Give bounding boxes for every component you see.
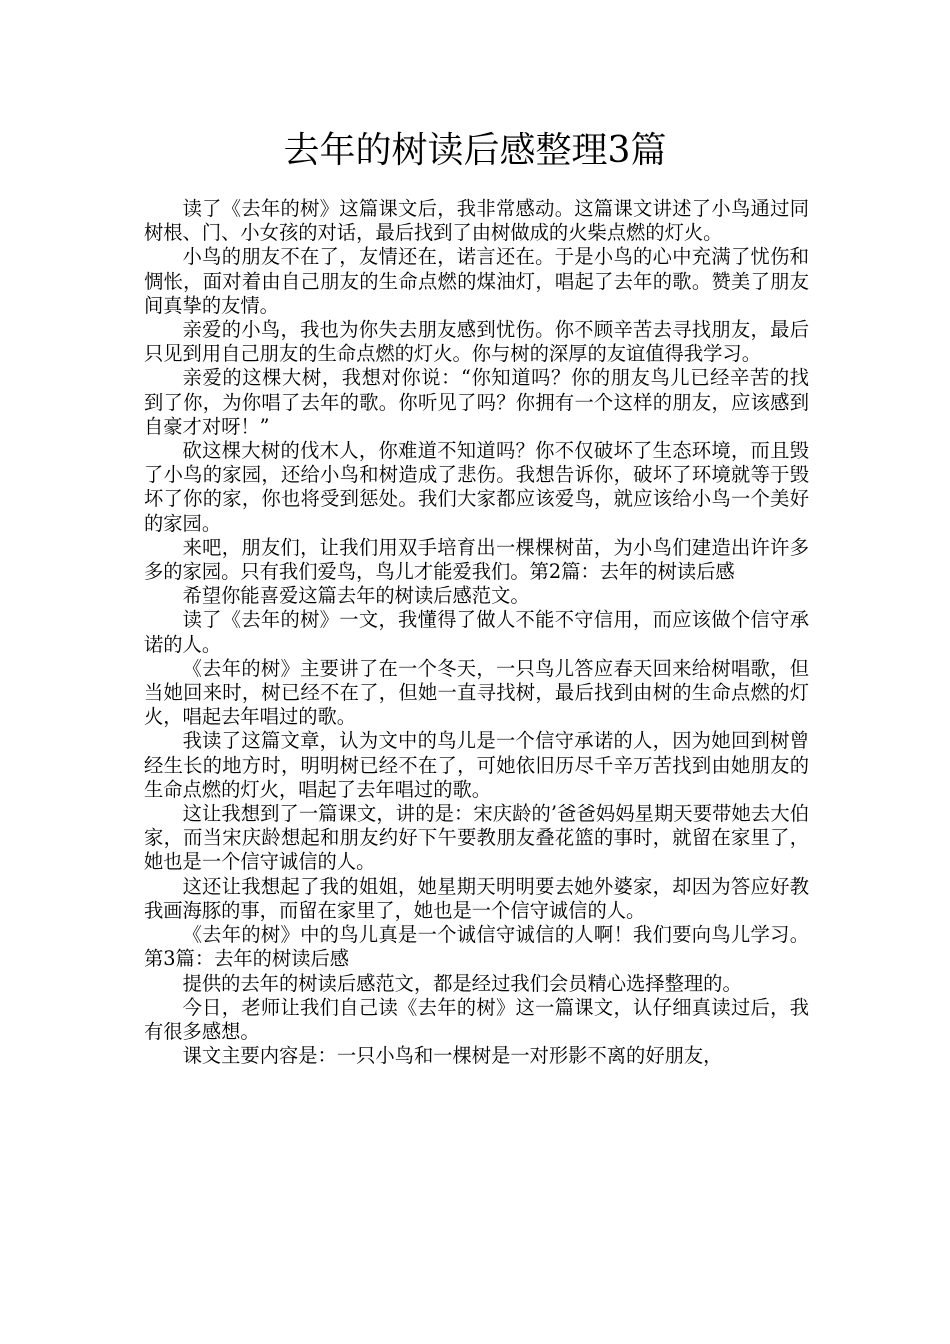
paragraph-1: 读了《去年的树》这篇课文后，我非常感动。这篇课文讲述了小鸟通过同树根、门、小女孩的对话，最后找到了由树做成的火柴点燃的灯火。 — [144, 197, 809, 245]
document-title: 去年的树读后感整理3篇 — [283, 130, 667, 171]
paragraph-8: 读了《去年的树》一文，我懂得了做人不能不守信用，而应该做个信守承诺的人。 — [144, 608, 809, 656]
paragraph-16: 课文主要内容是：一只小鸟和一棵树是一对形影不离的好朋友， — [182, 1044, 723, 1068]
paragraph-4: 亲爱的这棵大树，我想对你说：“你知道吗？你的朋友鸟儿已经辛苦的找到了你，为你唱了去年的歌。你听见了吗？你拥有一个这样的朋友，应该感到自豪才对呀！” — [144, 366, 809, 438]
paragraph-3: 亲爱的小鸟，我也为你失去朋友感到忧伤。你不顾辛苦去寻找朋友，最后只见到用自己朋友的生命点燃的灯火。你与树的深厚的友谊值得我学习。 — [144, 318, 809, 366]
paragraph-6: 来吧，朋友们，让我们用双手培育出一棵棵树苗，为小鸟们建造出许许多多的家园。只有我们爱鸟，鸟儿才能爱我们。第2篇：去年的树读后感 — [144, 535, 809, 584]
paragraph-12: 这还让我想起了我的姐姐，她星期天明明要去她外婆家，却因为答应好教我画海豚的事，而留在家里了，她也是一个信守诚信的人。 — [144, 874, 809, 922]
paragraph-13: 《去年的树》中的鸟儿真是一个诚信守诚信的人啊！我们要向鸟儿学习。第3篇：去年的树读后感 — [144, 923, 809, 971]
paragraph-7: 希望你能喜爱这篇去年的树读后感范文。 — [182, 584, 530, 608]
paragraph-2: 小鸟的朋友不在了，友情还在，诺言还在。于是小鸟的心中充满了忧伤和惆怅，面对着由自己朋友的生命点燃的煤油灯，唱起了去年的歌。赞美了朋友间真挚的友情。 — [144, 245, 809, 317]
paragraph-5: 砍这棵大树的伐木人，你难道不知道吗？你不仅破坏了生态环境，而且毁了小鸟的家园，还给小鸟和树造成了悲伤。我想告诉你，破坏了环境就等于毁坏了你的家，你也将受到惩处。我们大家都应该爱鸟，就应该给小鸟一个美好的家园。 — [144, 439, 809, 535]
paragraph-14: 提供的去年的树读后感范文，都是经过我们会员精心选择整理的。 — [182, 971, 742, 995]
document-body — [144, 197, 809, 1068]
paragraph-10: 我读了这篇文章，认为文中的鸟儿是一个信守承诺的人，因为她回到树曾经生长的地方时，明明树已经不在了，可她依旧历尽千辛万苦找到由她朋友的生命点燃的灯火，唱起了去年唱过的歌。 — [144, 729, 809, 801]
paragraph-11: 这让我想到了一篇课文，讲的是：宋庆龄的’爸爸妈妈星期天要带她去大伯家，而当宋庆龄想起和朋友约好下午要教朋友叠花篮的事时，就留在家里了，她也是一个信守诚信的人。 — [144, 802, 809, 874]
paragraph-9: 《去年的树》主要讲了在一个冬天，一只鸟儿答应春天回来给树唱歌，但当她回来时，树已经不在了，但她一直寻找树，最后找到由树的生命点燃的灯火，唱起去年唱过的歌。 — [144, 656, 809, 729]
paragraph-15: 今日，老师让我们自己读《去年的树》这一篇课文，认仔细真读过后，我有很多感想。 — [144, 995, 809, 1043]
